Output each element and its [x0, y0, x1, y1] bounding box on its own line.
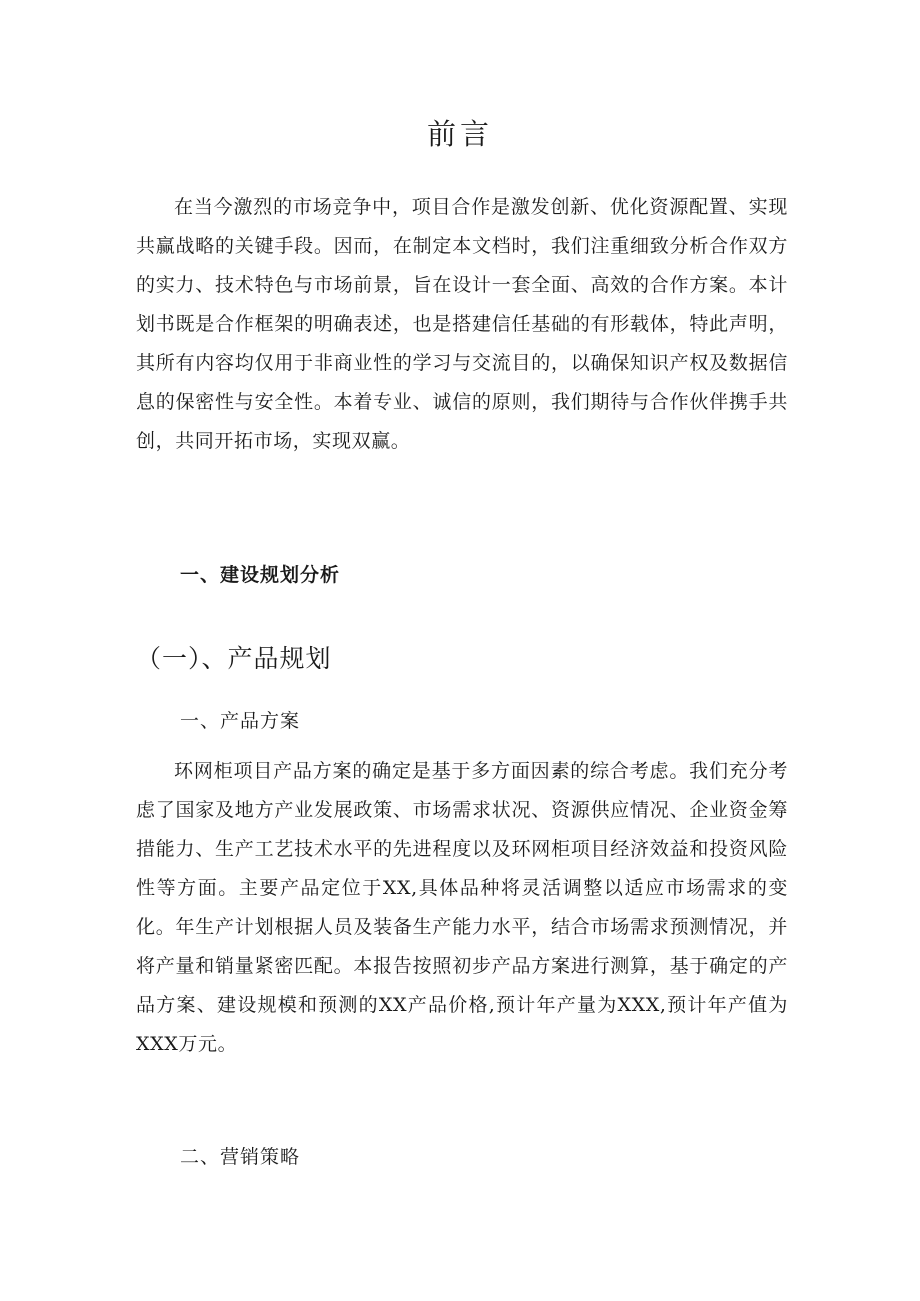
intro-paragraph: 在当今激烈的市场竞争中，项目合作是激发创新、优化资源配置、实现共赢战略的关键手段。因而，在制定本文档时，我们注重细致分析合作双方的实力、技术特色与市场前景，旨在设计一套全面、高效的合作方案。本计划书既是合作框架的明确表述，也是搭建信任基础的有形载体，特此声明，其所有内容均仅用于非商业性的学习与交流目的，以确保知识产权及数据信息的保密性与安全性。本着专业、诚信的原则，我们期待与合作伙伴携手共创，共同开拓市场，实现双赢。 [136, 196, 788, 452]
section-heading: 一、建设规划分析 [180, 564, 341, 586]
item-heading-product-plan: 一、产品方案 [180, 710, 301, 732]
subsection-heading: （一）、产品规划 [136, 644, 332, 673]
page-title: 前言 [426, 117, 493, 151]
item-heading-marketing-strategy: 二、营销策略 [180, 1146, 301, 1168]
product-plan-paragraph: 环网柜项目产品方案的确定是基于多方面因素的综合考虑。我们充分考虑了国家及地方产业发展政策、市场需求状况、资源供应情况、企业资金筹措能力、生产工艺技术水平的先进程度以及环网柜项目经济效益和投资风险性等方面。主要产品定位于XX,具体品种将灵活调整以适应市场需求的变化。年生产计划根据人员及装备生产能力水平，结合市场需求预测情况，并将产量和销量紧密匹配。本报告按照初步产品方案进行测算，基于确定的产品方案、建设规模和预测的XX产品价格,预计年产量为XXX,预计年产值为XXX万元。 [136, 760, 788, 1055]
